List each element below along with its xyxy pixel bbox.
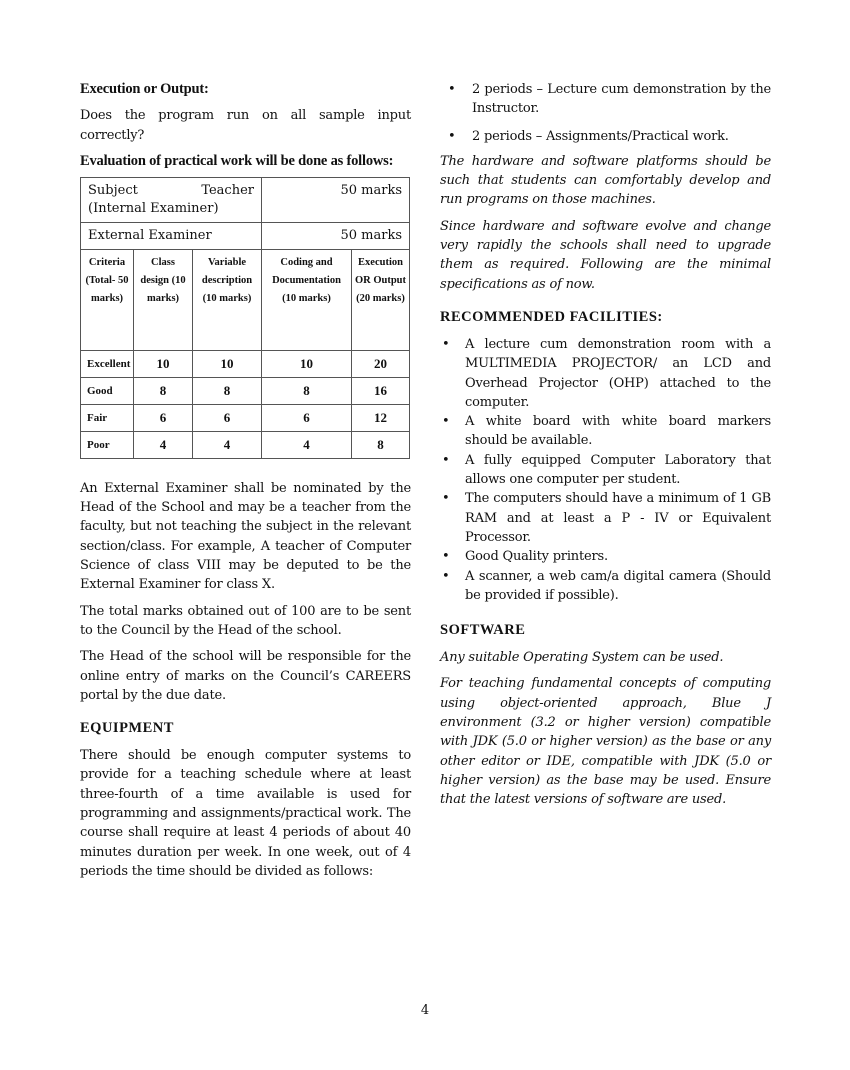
table-row	[81, 350, 410, 377]
table-cell: 20	[352, 350, 410, 377]
total-marks-paragraph: The total marks obtained out of 100 are to be sent to the Council by the Head of the school.	[80, 603, 411, 638]
periods-list	[440, 80, 771, 146]
facilities-heading: RECOMMENDED FACILITIES:	[440, 308, 663, 325]
table-cell: Poor	[81, 431, 134, 458]
table-cell: 8	[134, 377, 193, 404]
software-heading: SOFTWARE	[440, 622, 526, 639]
software-bluej-note: For teaching fundamental concepts of computing using object-oriented approach, Blue J environment (3.2 or higher version) compatible with JDK (5.0 or higher version) as the base or any other editor or IDE, compatible with JDK (5.0 or higher version) as the base may be used. Ensure that the latest versions of software are used.	[440, 676, 771, 808]
facilities-list	[440, 335, 771, 605]
table-cell: 6	[193, 404, 262, 431]
list-item: • A white board with white board markers should be available.	[440, 412, 771, 451]
list-item: • A fully equipped Computer Laboratory that allows one computer per student.	[440, 451, 771, 490]
table-cell: 12	[352, 404, 410, 431]
equipment-paragraph: There should be enough computer systems to provide for a teaching schedule where at least three-fourth of a time available is used for programming and assignments/practical work. The course shall require at least 4 periods of about 40 minutes duration per week. In one week, out of 4 periods the time should be divided as follows:	[80, 748, 411, 879]
page-number: 4	[420, 1003, 430, 1018]
table-cell: 4	[193, 431, 262, 458]
header-cell: Class design (10 marks)	[134, 249, 193, 350]
table-cell: 8	[193, 377, 262, 404]
list-item: • The computers should have a minimum of 1 GB RAM and at least a P - IV or Equivalent Processor.	[440, 489, 771, 547]
table-cell: 4	[134, 431, 193, 458]
table-cell: 6	[262, 404, 352, 431]
table-cell: 16	[352, 377, 410, 404]
hardware-note: The hardware and software platforms should be such that students can comfortably develop and run programs on those machines.	[440, 153, 771, 208]
head-responsibility-paragraph: The Head of the school will be responsible for the online entry of marks on the Council’s CAREERS portal by the due date.	[80, 649, 411, 703]
table-row	[81, 222, 410, 249]
table-header-row	[81, 249, 410, 350]
table-cell: 4	[262, 431, 352, 458]
table-cell: Good	[81, 377, 134, 404]
header-cell: Variable description (10 marks)	[193, 249, 262, 350]
marks-table	[80, 177, 410, 459]
exec-heading: Execution or Output:	[80, 81, 209, 97]
table-cell: 8	[262, 377, 352, 404]
header-cell: Criteria (Total- 50 marks)	[81, 249, 134, 350]
table-cell: Fair	[81, 404, 134, 431]
list-item: • Good Quality printers.	[440, 547, 771, 566]
list-item: • 2 periods – Lecture cum demonstration by the Instructor.	[440, 80, 771, 119]
exec-question: Does the program run on all sample input correctly?	[80, 108, 411, 143]
external-examiner-paragraph: An External Examiner shall be nominated by the Head of the School and may be a teacher from the faculty, but not teaching the subject in the relevant section/class. For example, A teacher of Computer Science of class VIII may be deputed to be the External Examiner for class X.	[80, 480, 411, 593]
left-column	[80, 80, 411, 888]
table-cell: 50 marks	[262, 177, 410, 222]
header-cell: Execution OR Output (20 marks)	[352, 249, 410, 350]
equipment-heading: EQUIPMENT	[80, 720, 174, 737]
table-cell: 10	[134, 350, 193, 377]
table-cell: 10	[262, 350, 352, 377]
list-item: • 2 periods – Assignments/Practical work.	[440, 127, 771, 146]
table-cell: 8	[352, 431, 410, 458]
table-cell: 50 marks	[262, 222, 410, 249]
software-os-note: Any suitable Operating System can be used.	[440, 650, 724, 666]
table-row	[81, 377, 410, 404]
table-cell: Subject Teacher (Internal Examiner)	[81, 177, 262, 222]
eval-heading: Evaluation of practical work will be done as follows:	[80, 152, 394, 169]
header-cell: Coding and Documentation (10 marks)	[262, 249, 352, 350]
list-item: • A lecture cum demonstration room with a MULTIMEDIA PROJECTOR/ an LCD and Overhead Projector (OHP) attached to the computer.	[440, 335, 771, 412]
list-item: • A scanner, a web cam/a digital camera (Should be provided if possible).	[440, 567, 771, 606]
table-cell: 10	[193, 350, 262, 377]
table-cell: Excellent	[81, 350, 134, 377]
right-column	[440, 80, 771, 817]
table-cell: External Examiner	[81, 222, 262, 249]
table-cell: 6	[134, 404, 193, 431]
table-row	[81, 404, 410, 431]
table-row	[81, 431, 410, 458]
upgrade-note: Since hardware and software evolve and change very rapidly the schools shall need to upgrade them as required. Following are the minimal specifications as of now.	[440, 218, 771, 292]
table-row	[81, 177, 410, 222]
